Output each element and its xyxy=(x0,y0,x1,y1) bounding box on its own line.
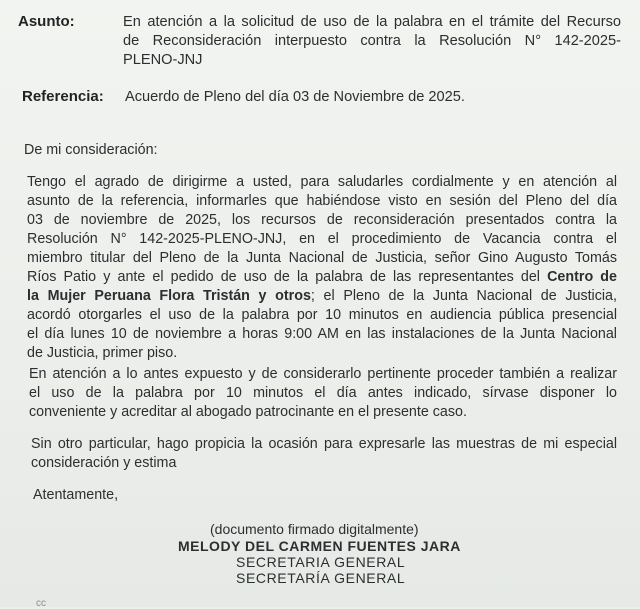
asunto-label: Asunto: xyxy=(18,13,75,30)
paragraph-3 xyxy=(31,435,617,473)
paragraph-line: acordó otorgarles el uso de la palabra por 10 minutos en audiencia pública presencial xyxy=(27,307,617,323)
paragraph-line: el uso de la palabra por 10 minutos el día antes indicado, sírvase disponer lo xyxy=(29,385,617,401)
paragraph-line: 03 de noviembre de 2025, los recursos de reconsideración presentados contra la xyxy=(27,212,617,228)
paragraph-line: miembro titular del Pleno de la Junta Nacional de Justicia, señor Gino Augusto Tomás xyxy=(27,250,617,266)
referencia-line: Acuerdo de Pleno del día 03 de Noviembre de 2025. xyxy=(125,89,465,105)
asunto-line: PLENO-JNJ xyxy=(123,52,203,68)
signature-note: (documento firmado digitalmente) xyxy=(210,521,419,537)
paragraph-1 xyxy=(27,173,617,363)
asunto-line: En atención a la solicitud de uso de la palabra en el trámite del Recurso xyxy=(123,14,621,30)
referencia-text xyxy=(125,88,505,107)
paragraph-line: de Justicia, primer piso. xyxy=(27,345,178,361)
paragraph-line xyxy=(27,287,617,306)
organization-name-part: Centro de xyxy=(547,269,617,285)
paragraph-segment: ; el Pleno de la Junta Nacional de Justicia, xyxy=(310,288,617,304)
paragraph-line: consideración y estima xyxy=(31,455,177,471)
paragraph-segment: Ríos Patio y ante el pedido de uso de la palabra de las representantes del xyxy=(27,269,548,285)
organization-name-part: la Mujer Peruana Flora Tristán y otros xyxy=(27,288,311,304)
asunto-line: de Reconsideración interpuesto contra la Resolución N° 142-2025- xyxy=(123,33,621,49)
footer-mark: cc xyxy=(36,598,46,609)
paragraph-line: Resolución N° 142-2025-PLENO-JNJ, en el procedimiento de Vacancia contra el xyxy=(27,231,617,247)
signatory-name: MELODY DEL CARMEN FUENTES JARA xyxy=(178,538,461,554)
greeting xyxy=(24,141,324,160)
referencia-label: Referencia: xyxy=(22,88,104,105)
greeting-line: De mi consideración: xyxy=(24,142,158,158)
paragraph-line: conveniente y acreditar al abogado patrocinante en el presente caso. xyxy=(29,404,467,420)
paragraph-line: Sin otro particular, hago propicia la ocasión para expresarle las muestras de mi especial xyxy=(31,436,617,452)
paragraph-line: el día lunes 10 de noviembre a horas 9:00 AM en las instalaciones de la Junta Nacional xyxy=(27,326,617,342)
closing-line: Atentamente, xyxy=(33,487,119,503)
paragraph-line xyxy=(27,268,617,287)
paragraph-line: En atención a lo antes expuesto y de considerarlo pertinente proceder también a realizar xyxy=(29,366,617,382)
asunto-text xyxy=(123,13,621,70)
paragraph-line: Tengo el agrado de dirigirme a usted, para saludarles cordialmente y en atención al xyxy=(27,174,617,190)
closing xyxy=(33,486,233,505)
paragraph-line: asunto de la referencia, informarles que habiéndose visto en sesión del Pleno del día xyxy=(27,193,617,209)
signatory-office: SECRETARÍA GENERAL xyxy=(236,570,406,586)
signatory-title: SECRETARIA GENERAL xyxy=(236,554,406,570)
paragraph-2 xyxy=(29,365,617,422)
